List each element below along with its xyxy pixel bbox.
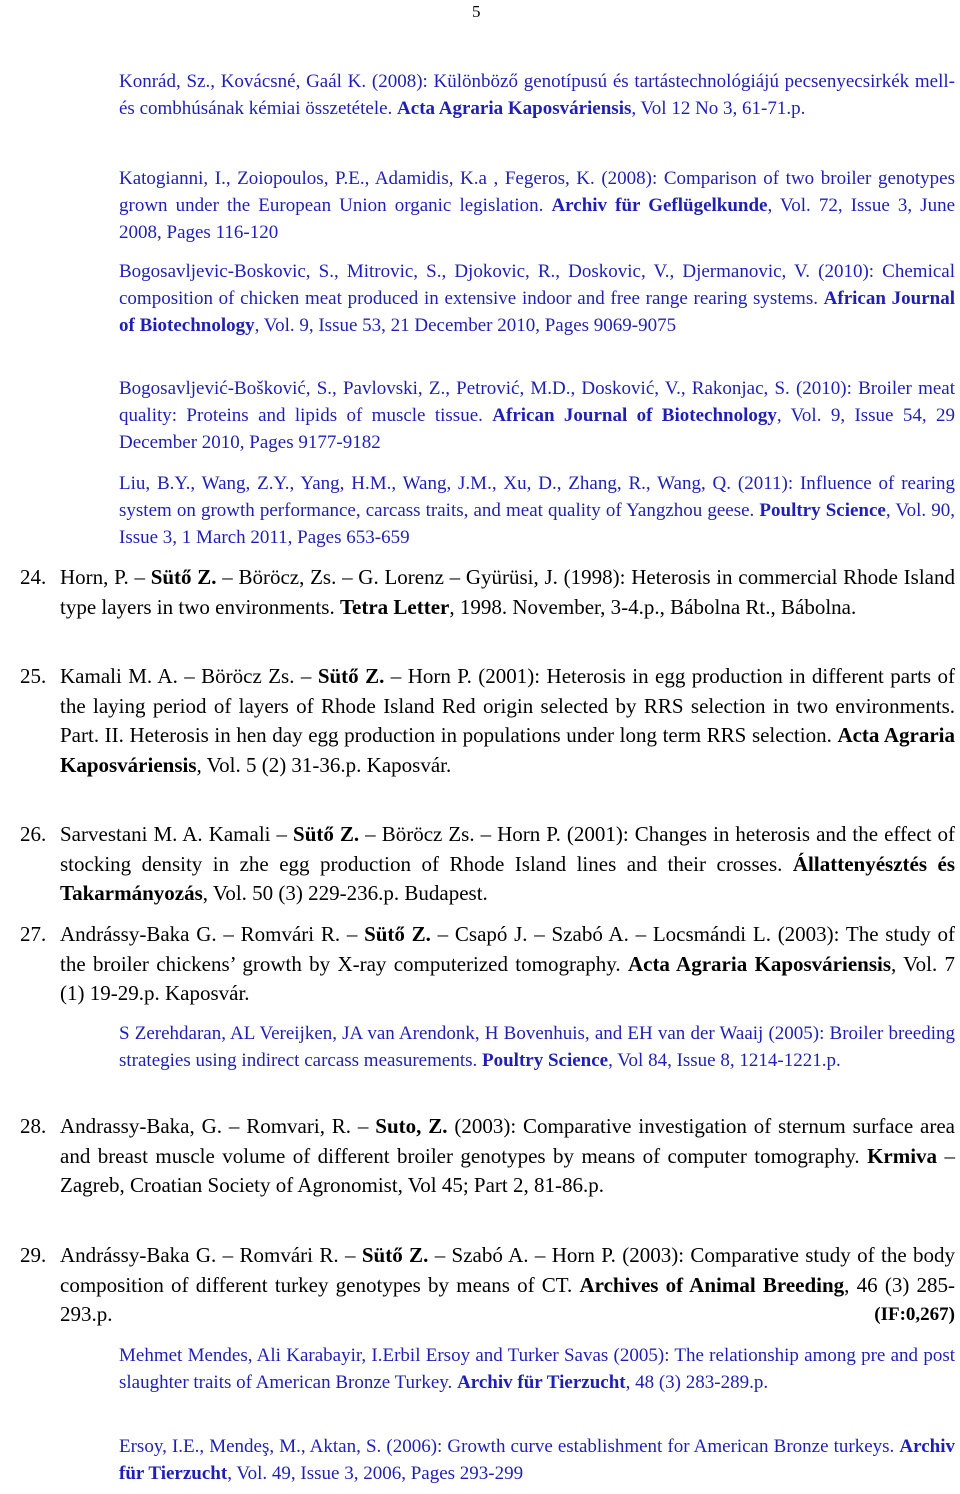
citation-text: (2003): Comparative investigation of sternum surface area and breast muscle volume of different broiler genotypes by means of computer tomography. (60, 1114, 955, 1168)
citation-text: Kamali M. A. – Böröcz Zs. – (60, 664, 318, 688)
entry-number: 27. (20, 922, 47, 946)
reference-entry-27 (20, 920, 955, 1009)
impact-factor: (IF:0,267) (874, 1304, 955, 1325)
entry-body (60, 820, 955, 909)
source-title: Acta Agraria Kaposváriensis (627, 951, 892, 976)
source-title: Sütő Z. (293, 822, 360, 846)
citation-katogianni (119, 165, 955, 246)
entry-number: 24. (20, 565, 47, 589)
source-title: Acta Agraria Kaposváriensis (397, 98, 632, 119)
entry-body (60, 1241, 955, 1330)
citation-text: – Szabó A. – Horn P. (2003): Comparative study of the body composition of different turkey genotypes by means of CT. (60, 1243, 956, 1297)
citation-text: Sarvestani M. A. Kamali – (60, 822, 294, 846)
citation-text: Andrássy-Baka G. – Romvári R. – (60, 1243, 362, 1267)
citation-text: – Horn P. (2001): Heterosis in egg production in different parts of the laying period of layers of Rhode Island Red origin selected by RRS selection in two environments. Part. II. Heterosis in hen day egg production in populations under long term RRS selection. (60, 664, 955, 747)
citation-text: S Zerehdaran, AL Vereijken, JA van Arendonk, H Bovenhuis, and EH van der Waaij (2005): Broiler breeding strategies using indirect carcass measurements. (119, 1023, 955, 1071)
citation-text: , 48 (3) 283-289.p. (625, 1372, 769, 1393)
entry-number: 25. (20, 664, 47, 688)
source-title: Sütő Z. (317, 664, 385, 688)
citation-konrad (119, 68, 955, 122)
citation-text: Andrássy-Baka G. – Romvári R. – (60, 922, 365, 946)
citation-liu (119, 470, 955, 551)
citation-text: Ersoy, I.E., Mendeş, M., Aktan, S. (2006): Growth curve establishment for American Bronze turkeys. (119, 1436, 900, 1457)
source-title: African Journal of Biotechnology (119, 288, 955, 336)
source-title: Krmiva (867, 1143, 938, 1168)
reference-entry-25 (20, 662, 955, 780)
citation-text: Horn, P. – (60, 565, 151, 589)
citation-text: , Vol. 90, Issue 3, 1 March 2011, Pages 653-659 (119, 500, 955, 548)
entry-body (60, 563, 955, 622)
citation-text: – Böröcz Zs. – Horn P. (2001): Changes in heterosis and the effect of stocking density in zhe egg production of Rhode Island lines and their crosses. (60, 822, 956, 876)
source-title: Poultry Science (482, 1050, 609, 1071)
source-title: Állattenyésztés és Takarmányozás (60, 851, 955, 905)
citation-text: Liu, B.Y., Wang, Z.Y., Yang, H.M., Wang, J.M., Xu, D., Zhang, R., Wang, Q. (2011): Influence of rearing system on growth performance, carcass traits, and meat quality of Yangzhou geese. (119, 473, 955, 521)
citation-text: Andrassy-Baka, G. – Romvari, R. – (60, 1114, 376, 1138)
entry-number: 28. (20, 1114, 47, 1138)
citation-text: , Vol. 5 (2) 31-36.p. Kaposvár. (196, 752, 452, 777)
source-title: Tetra Letter (339, 594, 450, 619)
source-title: Archiv für Geflügelkunde (551, 195, 768, 216)
citation-text: , 1998. November, 3-4.p., Bábolna Rt., Bábolna. (449, 594, 857, 619)
citation-text: – Zagreb, Croatian Society of Agronomist, Vol 45; Part 2, 81-86.p. (60, 1143, 956, 1197)
reference-entry-29 (20, 1241, 955, 1330)
citation-ersoy (119, 1433, 955, 1487)
source-title: Sütő Z. (361, 1243, 429, 1267)
source-title: Acta Agraria Kaposváriensis (60, 723, 955, 777)
citation-text: Konrád, Sz., Kovácsné, Gaál K. (2008): Különböző genotípusú és tartástechnológiájú pecsenyecsirkék mell- és combhúsának kémiai összetétele. (119, 71, 955, 119)
source-title: Sütő Z. (364, 922, 431, 946)
citation-bogosavljevic-1 (119, 258, 955, 339)
entry-body (60, 920, 955, 1009)
citation-text: , Vol. 9, Issue 54, 29 December 2010, Pages 9177-9182 (119, 405, 955, 453)
citation-text: , Vol. 7 (1) 19-29.p. Kaposvár. (60, 951, 956, 1005)
source-title: Suto, Z. (375, 1114, 448, 1138)
citation-mendes (119, 1342, 955, 1396)
reference-entry-26 (20, 820, 955, 909)
source-title: Poultry Science (759, 500, 886, 521)
reference-entry-24 (20, 563, 955, 622)
citation-text: , Vol. 9, Issue 53, 21 December 2010, Pages 9069-9075 (254, 315, 677, 336)
entry-number: 29. (20, 1243, 47, 1267)
citation-text: , Vol 84, Issue 8, 1214-1221.p. (608, 1050, 841, 1071)
entry-number: 26. (20, 822, 47, 846)
source-title: African Journal of Biotechnology (492, 405, 777, 426)
reference-entry-28 (20, 1112, 955, 1201)
citation-text: , 46 (3) 285-293.p. (60, 1272, 956, 1326)
entry-body (60, 1112, 955, 1201)
citation-text: – Csapó J. – Szabó A. – Locsmándi L. (2003): The study of the broiler chickens’ growth by X-ray computerized tomography. (60, 922, 955, 976)
source-title: Archiv für Tierzucht (119, 1436, 955, 1484)
citation-bogosavljevic-2 (119, 375, 955, 456)
entry-body (60, 662, 955, 780)
source-title: Archives of Animal Breeding (579, 1272, 845, 1297)
citation-text: , Vol. 72, Issue 3, June 2008, Pages 116-120 (119, 195, 956, 243)
citation-text: Bogosavljevic-Boskovic, S., Mitrovic, S., Djokovic, R., Doskovic, V., Djermanovic, V. (2010): Chemical composition of chicken meat produced in extensive indoor and free range rearing systems. (119, 261, 955, 309)
citation-text: – Böröcz, Zs. – G. Lorenz – Gyürüsi, J. (1998): Heterosis in commercial Rhode Island type layers in two environments. (60, 565, 956, 619)
citation-zerehdaran (119, 1020, 955, 1074)
source-title: Sütő Z. (150, 565, 217, 589)
source-title: Archiv für Tierzucht (457, 1372, 626, 1393)
citation-text: Mehmet Mendes, Ali Karabayir, I.Erbil Ersoy and Turker Savas (2005): The relationship among pre and post slaughter traits of American Bronze Turkey. (119, 1345, 955, 1393)
citation-text: Bogosavljević-Bošković, S., Pavlovski, Z., Petrović, M.D., Dosković, V., Rakonjac, S. (2010): Broiler meat quality: Proteins and lipids of muscle tissue. (119, 378, 955, 426)
citation-text: , Vol. 50 (3) 229-236.p. Budapest. (202, 881, 488, 905)
citation-text: , Vol. 49, Issue 3, 2006, Pages 293-299 (227, 1463, 524, 1484)
page-number: 5 (472, 2, 481, 21)
citation-text: , Vol 12 No 3, 61-71.p. (631, 98, 806, 119)
citation-text: Katogianni, I., Zoiopoulos, P.E., Adamidis, K.a , Fegeros, K. (2008): Comparison of two broiler genotypes grown under the European Union organic legislation. (119, 168, 955, 216)
